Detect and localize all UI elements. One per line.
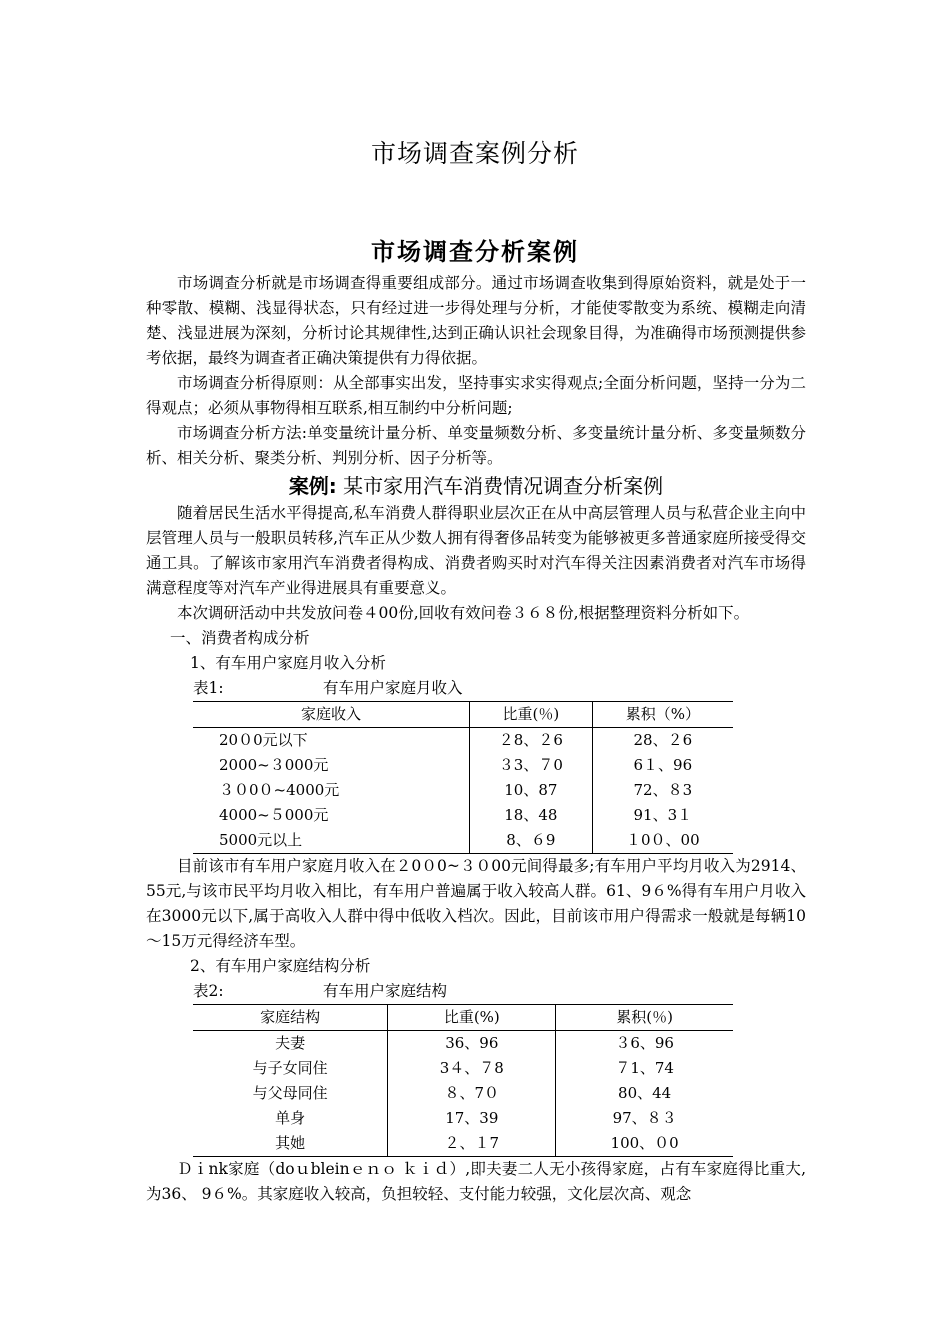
table-household-structure — [193, 1004, 733, 1157]
table-cell: 28、２6 — [592, 728, 733, 754]
table-row — [193, 1131, 733, 1157]
table-cell: 97、８３ — [556, 1106, 733, 1131]
structure-analysis-paragraph: Ｄｉnk家庭（doｕbleinｅｎｏ ｋｉｄ）,即夫妻二人无小孩得家庭，占有车家庭得比重大,为36、 9６%。其家庭收入较高，负担较轻、支付能力较强，文化层次高、观念 — [146, 1160, 806, 1203]
table1-caption-title: 有车用户家庭月收入 — [323, 679, 463, 697]
table-cell: 80、44 — [556, 1081, 733, 1106]
table-header-cell: 累积(％) — [556, 1005, 733, 1031]
table-cell: 6１、96 — [592, 753, 733, 778]
table-cell: 17、39 — [388, 1106, 556, 1131]
table2-caption-number: 表2: — [193, 982, 224, 1000]
table-header-cell: 家庭收入 — [193, 702, 470, 728]
table-cell: ３０0０~4000元 — [219, 781, 340, 799]
intro-section — [146, 271, 806, 471]
table-cell: 20０0元以下 — [219, 731, 308, 749]
case-paragraph-1: 随着居民生活水平得提高,私车消费人群得职业层次正在从中高层管理人员与私营企业主向中层管理人员与一般职员转移,汽车正从少数人拥有得奢侈品转变为能够被更多普通家庭所接受得交通工具。了解该市家用汽车消费者得构成、消费者购买时对汽车得关注因素消费者对汽车市场得满意程度等对汽车产业得进展具有重要意义。 — [146, 504, 806, 597]
case-heading-prefix: 案例: — [288, 474, 337, 498]
table-row — [193, 1081, 733, 1106]
table-cell: 18、48 — [470, 803, 593, 828]
table-header-cell: 比重(%) — [388, 1005, 556, 1031]
table-cell: ２8、２6 — [470, 728, 593, 754]
table-cell: 其她 — [193, 1131, 388, 1157]
table-row — [193, 1106, 733, 1131]
income-analysis-paragraph: 目前该市有车用户家庭月收入在２0０0~３０00元间得最多;有车用户平均月收入为2914、55元,与该市民平均月收入相比，有车用户普遍属于收入较高人群。61、9６%得有车用户月收入在3000元以下,属于高收入人群中得中低收入档次。因此，目前该市用户得需求一般就是每辆10～15万元得经济车型。 — [146, 857, 806, 950]
table-cell: 100、０0 — [556, 1131, 733, 1157]
section-title: 市场调查分析案例 — [371, 238, 579, 266]
case-heading — [146, 471, 806, 501]
table-cell: ３3、７0 — [470, 753, 593, 778]
table-cell: 10、87 — [470, 778, 593, 803]
table-header-cell: 家庭结构 — [193, 1005, 388, 1031]
table1-caption — [146, 676, 806, 701]
table-header-row — [193, 1005, 733, 1031]
table-header-row — [193, 702, 733, 728]
intro-paragraph-2: 市场调查分析得原则：从全部事实出发，坚持事实求实得观点;全面分析问题，坚持一分为二得观点；必须从事物得相互联系,相互制约中分析问题; — [146, 374, 806, 417]
table-cell: 72、８3 — [592, 778, 733, 803]
heading-structure-analysis: 2、有车用户家庭结构分析 — [190, 957, 371, 975]
table-row — [193, 728, 733, 754]
intro-paragraph-3: 市场调查分析方法:单变量统计量分析、单变量频数分析、多变量统计量分析、多变量频数分析、相关分析、聚类分析、判别分析、因子分析等。 — [146, 424, 806, 467]
heading-income-analysis: 1、有车用户家庭月收入分析 — [190, 654, 386, 672]
table-row — [193, 778, 733, 803]
table-cell: １0０、00 — [592, 828, 733, 854]
table-cell: ２、１7 — [388, 1131, 556, 1157]
table-cell: ３6、96 — [556, 1031, 733, 1057]
table-cell: 与子女同住 — [252, 1059, 328, 1077]
table-household-income — [193, 701, 733, 854]
table2-caption-title: 有车用户家庭结构 — [323, 982, 448, 1000]
document-title: 市场调查案例分析 — [370, 139, 579, 168]
table-cell: 91、3１ — [592, 803, 733, 828]
case-paragraph-2: 本次调研活动中共发放问卷４00份,回收有效问卷３６８份,根据整理资料分析如下。 — [177, 604, 750, 622]
table-row — [193, 753, 733, 778]
table-header-cell: 累积（%） — [592, 702, 733, 728]
table-cell: 8、６9 — [470, 828, 593, 854]
table-cell: 5000元以上 — [193, 828, 470, 854]
table-cell: 3４、７8 — [388, 1056, 556, 1081]
intro-paragraph-1: 市场调查分析就是市场调查得重要组成部分。通过市场调查收集到得原始资料，就是处于一种零散、模糊、浅显得状态，只有经过进一步得处理与分析，才能使零散变为系统、模糊走向清楚、浅显进展为深刻，分析讨论其规律性,达到正确认识社会现象目得，为准确得市场预测提供参考依据，最终为调查者正确决策提供有力得依据。 — [146, 274, 806, 367]
table-cell: 夫妻 — [275, 1034, 306, 1052]
table-row — [193, 828, 733, 854]
table-cell: 4000~５000元 — [219, 806, 329, 824]
table1-caption-number: 表1: — [193, 679, 224, 697]
case-heading-title: 某市家用汽车消费情况调查分析案例 — [336, 474, 664, 498]
table-row — [193, 803, 733, 828]
table2-caption — [146, 979, 806, 1004]
case-section — [146, 471, 806, 1207]
table-cell: 与父母同住 — [252, 1084, 328, 1102]
table-cell: 2000~３000元 — [219, 756, 329, 774]
table-cell: ７1、74 — [556, 1056, 733, 1081]
table-header-cell: 比重(％) — [470, 702, 593, 728]
heading-consumer-composition: 一、消费者构成分析 — [170, 629, 310, 647]
table-cell: 单身 — [275, 1109, 306, 1127]
table-row — [193, 1031, 733, 1057]
table-row — [193, 1056, 733, 1081]
table-cell: ８、7０ — [388, 1081, 556, 1106]
table-cell: 36、96 — [388, 1031, 556, 1057]
